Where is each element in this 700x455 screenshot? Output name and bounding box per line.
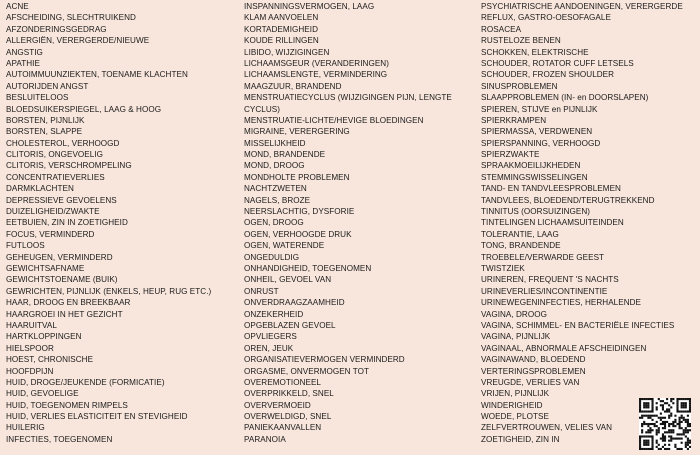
symptom-item: VRIJEN, PIJNLIJK xyxy=(481,389,550,399)
symptom-item: ORGASME, ONVERMOGEN TOT xyxy=(244,366,369,376)
symptom-item: GEHEUGEN, VERMINDERD xyxy=(6,252,113,262)
symptom-item: ACNE xyxy=(6,2,29,11)
symptom-item: VERTERINGSPROBLEMEN xyxy=(481,366,586,376)
symptom-item: ONRUST xyxy=(244,286,279,296)
symptom-item: REFLUX, GASTRO-OESOFAGALE xyxy=(481,13,611,23)
symptom-item: ONVERDRAAGZAAMHEID xyxy=(244,298,345,308)
symptom-item: HUID, DROGE/JEUKENDE (FORMICATIE) xyxy=(6,377,165,387)
symptom-item: TONG, BRANDENDE xyxy=(481,241,561,251)
symptom-item: DARMKLACHTEN xyxy=(6,184,74,194)
symptom-item: RUSTELOZE BENEN xyxy=(481,36,561,46)
symptom-item: DEPRESSIEVE GEVOELENS xyxy=(6,195,117,205)
symptom-item: OVERVERMOEID xyxy=(244,400,311,410)
symptom-item: VAGINAWAND, BLOEDEND xyxy=(481,355,586,365)
symptom-item: OGEN, VERHOOGDE DRUK xyxy=(244,229,352,239)
symptom-item: OREN, JEUK xyxy=(244,343,294,353)
symptom-item: NAGELS, BROZE xyxy=(244,195,311,205)
symptom-item: GEWICHTSAFNAME xyxy=(6,263,85,273)
symptom-item: SPIERKRAMPEN xyxy=(481,115,547,125)
symptom-item: ZELFVERTROUWEN, VELIES VAN xyxy=(481,423,613,433)
symptom-item: MONDHOLTE PROBLEMEN xyxy=(244,172,350,182)
symptom-item: FOCUS, VERMINDERD xyxy=(6,229,95,239)
symptom-column-3 xyxy=(481,1,683,445)
symptom-item: TWISTZIEK xyxy=(481,263,525,273)
symptom-item: HUILERIG xyxy=(6,423,45,433)
symptom-item: MAAGZUUR, BRANDEND xyxy=(244,81,342,91)
symptom-item: CLITORIS, VERSCHROMPELING xyxy=(6,161,132,171)
symptom-item: APATHIE xyxy=(6,58,40,68)
symptom-item: KLAM AANVOELEN xyxy=(244,13,319,23)
symptom-item: HUID, TOEGENOMEN RIMPELS xyxy=(6,400,128,410)
symptom-item: OGEN, WATERENDE xyxy=(244,241,325,251)
symptom-item: STEMMINGSWISSELINGEN xyxy=(481,172,588,182)
symptom-item: DUIZELIGHEID/ZWAKTE xyxy=(6,207,100,217)
symptom-item: HOOFDPIJN xyxy=(6,366,54,376)
symptom-item: ONHANDIGHEID, TOEGENOMEN xyxy=(244,263,372,273)
symptom-item: MISSELIJKHEID xyxy=(244,138,306,148)
symptom-item: TROEBELE/VERWARDE GEEST xyxy=(481,252,605,262)
symptom-item: LICHAAMSLENGTE, VERMINDERING xyxy=(244,70,388,80)
symptom-item: WINDERIGHEID xyxy=(481,400,543,410)
symptom-item: MOND, DROOG xyxy=(244,161,305,171)
symptom-item: PANIEKAANVALLEN xyxy=(244,423,322,433)
symptom-item: LIBIDO, WIJZIGINGEN xyxy=(244,47,330,57)
symptom-item: VREUGDE, VERLIES VAN xyxy=(481,377,580,387)
symptom-item: AFSCHEIDING, SLECHTRUIKEND xyxy=(6,13,136,23)
symptom-item: INSPANNINGSVERMOGEN, LAAG xyxy=(244,2,375,11)
symptom-column-2 xyxy=(244,1,452,445)
symptom-item: PARANOIA xyxy=(244,434,286,444)
symptom-item: SPIERZWAKTE xyxy=(481,150,540,160)
symptom-item: MENSTRUATIECYCLUS (WIJZIGINGEN PIJN, LENGTE xyxy=(244,93,452,103)
symptom-item: TINNITUS (OORSUIZINGEN) xyxy=(481,207,591,217)
symptom-item: CLITORIS, ONGEVOELIG xyxy=(6,150,104,160)
symptom-item: HOEST, CHRONISCHE xyxy=(6,355,94,365)
symptom-item: URINEWEGENINFECTIES, HERHALENDE xyxy=(481,298,642,308)
symptom-item: NEERSLACHTIG, DYSFORIE xyxy=(244,207,355,217)
symptom-item: SPIERMASSA, VERDWENEN xyxy=(481,127,593,137)
symptom-item: ONHEIL, GEVOEL VAN xyxy=(244,275,332,285)
symptom-item: OPGEBLAZEN GEVOEL xyxy=(244,320,336,330)
symptom-item: INFECTIES, TOEGENOMEN xyxy=(6,434,113,444)
symptom-item: HUID, VERLIES ELASTICITEIT EN STEVIGHEID xyxy=(6,412,188,422)
symptom-item: OPVLIEGERS xyxy=(244,332,297,342)
symptom-item: SCHOUDER, ROTATOR CUFF LETSELS xyxy=(481,58,634,68)
symptom-item: ALLERGIËN, VERERGERDE/NIEUWE xyxy=(6,36,150,46)
symptom-item: AUTOIMMUUNZIEKTEN, TOENAME KLACHTEN xyxy=(6,70,188,80)
symptom-item: WOEDE, PLOTSE xyxy=(481,412,549,422)
symptom-item: HAARUITVAL xyxy=(6,320,57,330)
symptom-item: URINEVERLIES/INCONTINENTIE xyxy=(481,286,608,296)
symptom-item: BORSTEN, PIJNLIJK xyxy=(6,115,85,125)
symptom-item: URINEREN, FREQUENT 'S NACHTS xyxy=(481,275,619,285)
symptom-item: CONCENTRATIEVERLIES xyxy=(6,172,105,182)
symptom-item: TAND- EN TANDVLEESPROBLEMEN xyxy=(481,184,621,194)
symptom-column-1 xyxy=(6,1,211,445)
symptom-item: BLOEDSUIKERSPIEGEL, LAAG & HOOG xyxy=(6,104,162,114)
symptom-item: AFZONDERINGSGEDRAG xyxy=(6,24,107,34)
symptom-item: TOLERANTIE, LAAG xyxy=(481,229,559,239)
symptom-item: BESLUITELOOS xyxy=(6,93,69,103)
qr-code-graphic xyxy=(639,398,691,450)
symptom-item: TINTELINGEN LICHAAMSUITEINDEN xyxy=(481,218,624,228)
symptom-item: MENSTRUATIE-LICHTE/HEVIGE BLOEDINGEN xyxy=(244,115,424,125)
symptom-item: ZOETIGHEID, ZIN IN xyxy=(481,434,560,444)
symptom-item: ANGSTIG xyxy=(6,47,43,57)
symptom-item: EETBUIEN, ZIN IN ZOETIGHEID xyxy=(6,218,128,228)
qr-code-icon[interactable] xyxy=(639,398,691,450)
symptom-item: SCHOKKEN, ELEKTRISCHE xyxy=(481,47,589,57)
symptom-item: SPRAAKMOEILIJKHEDEN xyxy=(481,161,581,171)
symptom-item: ONGEDULDIG xyxy=(244,252,300,262)
symptom-item: OGEN, DROOG xyxy=(244,218,304,228)
symptom-item: VAGINAAL, ABNORMALE AFSCHEIDINGEN xyxy=(481,343,647,353)
symptom-item: VAGINA, DROOG xyxy=(481,309,547,319)
symptom-item: HAARGROEI IN HET GEZICHT xyxy=(6,309,123,319)
symptom-item: CYCLUS) xyxy=(244,104,281,114)
symptom-item: FUTLOOS xyxy=(6,241,45,251)
symptom-item: NACHTZWETEN xyxy=(244,184,307,194)
symptom-item: GEWRICHTEN, PIJNLIJK (ENKELS, HEUP, RUG ETC.) xyxy=(6,286,212,296)
symptom-item: TANDVLEES, BLOEDEND/TERUGTREKKEND xyxy=(481,195,655,205)
symptom-item: BORSTEN, SLAPPE xyxy=(6,127,83,137)
symptom-item: MOND, BRANDENDE xyxy=(244,150,326,160)
symptom-item: HUID, GEVOELIGE xyxy=(6,389,79,399)
symptom-item: MIGRAINE, VERERGERING xyxy=(244,127,350,137)
symptom-item: ONZEKERHEID xyxy=(244,309,304,319)
symptom-item: AUTORIJDEN ANGST xyxy=(6,81,89,91)
symptom-item: HAAR, DROOG EN BREEKBAAR xyxy=(6,298,131,308)
symptom-item: OVERPRIKKELD, SNEL xyxy=(244,389,334,399)
symptom-item: GEWICHTSTOENAME (BUIK) xyxy=(6,275,118,285)
symptom-item: SPIEREN, STIJVE en PIJNLIJK xyxy=(481,104,598,114)
symptom-item: HARTKLOPPINGEN xyxy=(6,332,82,342)
symptom-item: ROSACEA xyxy=(481,24,522,34)
symptom-item: KOUDE RILLINGEN xyxy=(244,36,319,46)
symptom-item: CHOLESTEROL, VERHOOGD xyxy=(6,138,120,148)
symptom-item: SPIERSPANNING, VERHOOGD xyxy=(481,138,601,148)
symptom-item: ORGANISATIEVERMOGEN VERMINDERD xyxy=(244,355,405,365)
symptom-item: HIELSPOOR xyxy=(6,343,54,353)
symptom-item: SINUSPROBLEMEN xyxy=(481,81,558,91)
symptom-item: VAGINA, SCHIMMEL- EN BACTERIËLE INFECTIES xyxy=(481,320,675,330)
symptom-item: SLAAPPROBLEMEN (IN- en DOORSLAPEN) xyxy=(481,93,649,103)
symptom-item: OVEREMOTIONEEL xyxy=(244,377,321,387)
symptom-item: SCHOUDER, FROZEN SHOULDER xyxy=(481,70,615,80)
symptom-item: LICHAAMSGEUR (VERANDERINGEN) xyxy=(244,58,389,68)
symptom-item: OVERWELDIGD, SNEL xyxy=(244,412,332,422)
symptom-item: KORTADEMIGHEID xyxy=(244,24,318,34)
symptom-item: VAGINA, PIJNLIJK xyxy=(481,332,551,342)
symptom-item: PSYCHIATRISCHE AANDOENINGEN, VERERGERDE xyxy=(481,2,683,11)
